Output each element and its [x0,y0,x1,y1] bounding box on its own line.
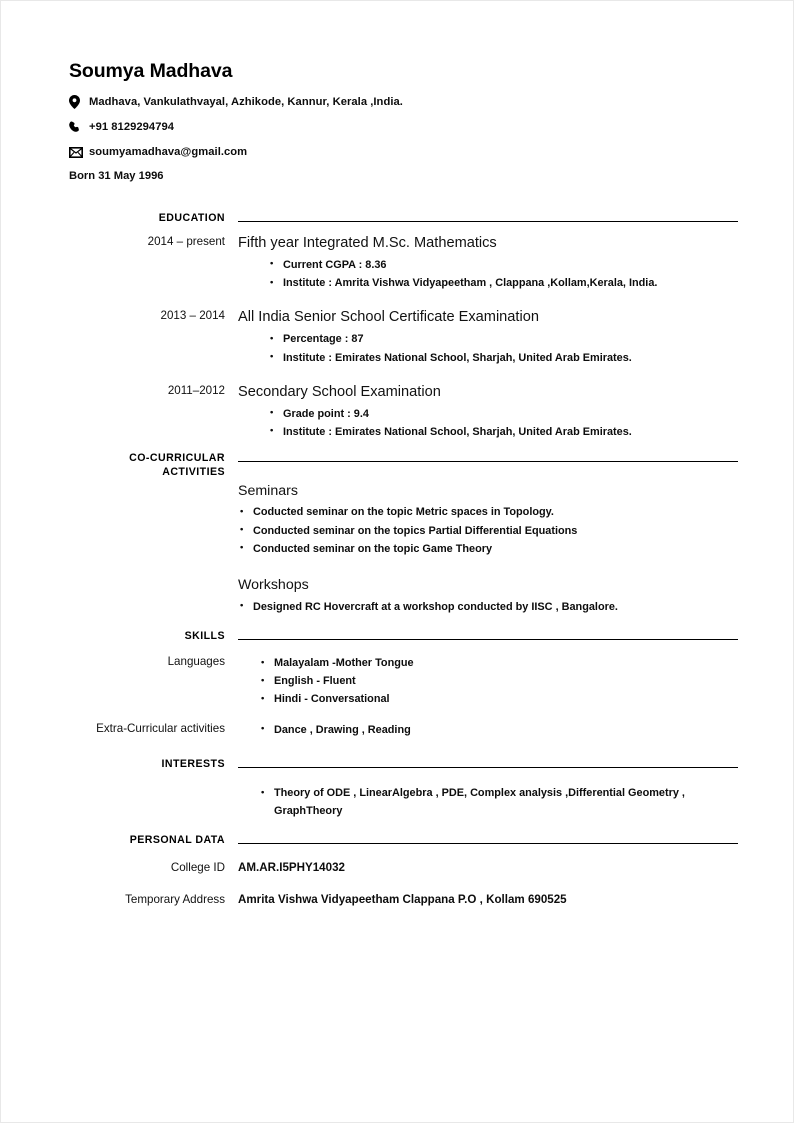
education-date: 2014 – present [147,235,225,248]
section-label-line2: ACTIVITIES [162,465,225,478]
interests-list [261,784,739,820]
education-entry [69,308,739,366]
resume-header [69,61,749,183]
section-skills [69,630,739,739]
section-rule [238,843,738,844]
contact-email [69,144,749,160]
section-label-education: EDUCATION [158,212,225,224]
education-entry-body [238,308,739,366]
education-entry [69,234,739,292]
section-rule [238,639,738,640]
section-rule [238,767,738,768]
interests-row [69,784,739,820]
education-entry [69,383,739,441]
personal-data-row [69,892,739,907]
section-label-cocurricular [0,452,225,480]
address-text: Madhava, Vankulathvayal, Azhikode, Kannur, Kerala ,India. [89,96,403,109]
education-title: All India Senior School Certificate Examination [238,309,539,326]
section-interests [69,758,739,820]
education-details [270,256,739,292]
section-cocurricular [69,452,739,616]
skills-row [69,721,739,739]
page-title: Soumya Madhava [69,60,233,82]
list-item: • Coducted seminar on the topic Metric spaces in Topology. [240,503,739,521]
skills-row-body [238,721,739,739]
skills-list [261,721,739,739]
section-label-personal-data: PERSONAL DATA [129,834,225,846]
section-personal-data [69,834,739,907]
section-education [69,212,739,441]
skills-row-label: Languages [167,655,225,668]
personal-data-label: Temporary Address [125,893,225,907]
phone-icon [69,121,89,134]
list-item: • Percentage : 87 [270,330,739,348]
list-item: • Institute : Amrita Vishwa Vidyapeetham , Clappana ,Kollam,Kerala, India. [270,274,739,292]
contact-phone [69,119,749,135]
personal-data-value: Amrita Vishwa Vidyapeetham Clappana P.O , Kollam 690525 [238,893,567,907]
education-entry-body [238,383,739,441]
cocurricular-group-body [238,482,739,558]
cocurricular-group [69,482,739,558]
education-title: Secondary School Examination [238,383,441,400]
list-item: • Institute : Emirates National School, Sharjah, United Arab Emirates. [270,349,739,367]
cocurricular-details [240,598,739,616]
list-item: • Conducted seminar on the topic Game Theory [240,540,739,558]
section-label-interests: INTERESTS [161,758,225,770]
list-item: • Conducted seminar on the topics Partial Differential Equations [240,522,739,540]
education-entry-body [238,234,739,292]
education-date: 2011–2012 [167,383,225,397]
list-item: • Hindi - Conversational [261,690,739,708]
personal-data-label: College ID [170,861,225,874]
section-rule [238,461,738,462]
location-pin-icon [69,95,89,109]
education-date: 2013 – 2014 [160,309,225,323]
education-title: Fifth year Integrated M.Sc. Mathematics [238,235,497,251]
section-rule [238,221,738,222]
skills-row-body [238,654,739,709]
cocurricular-subheading: Seminars [238,483,298,499]
list-item: • Designed RC Hovercraft at a workshop conducted by IISC , Bangalore. [240,598,739,616]
list-item: • Malayalam -Mother Tongue [261,654,739,672]
list-item: • Theory of ODE , LinearAlgebra , PDE, Complex analysis ,Differential Geometry , GraphTheory [261,784,739,820]
education-details [270,330,739,366]
contact-address [69,94,749,110]
birth-date: Born 31 May 1996 [69,170,164,183]
interests-row-body [238,784,739,820]
skills-row-label: Extra-Curricular activities [96,721,225,735]
personal-data-row [69,860,739,875]
section-label-line1: CO-CURRICULAR [129,452,225,464]
list-item: • English - Fluent [261,672,739,690]
phone-text: +91 8129294794 [89,121,175,134]
education-details [270,405,739,441]
email-text: soumyamadhava@gmail.com [89,146,248,159]
cocurricular-group-body [238,576,739,616]
skills-list [261,654,739,709]
list-item: • Dance , Drawing , Reading [261,721,739,739]
skills-row [69,654,739,709]
cocurricular-details [240,503,739,558]
list-item: • Current CGPA : 8.36 [270,256,739,274]
list-item: • Institute : Emirates National School, Sharjah, United Arab Emirates. [270,423,739,441]
envelope-icon [69,147,89,158]
cocurricular-group [69,576,739,616]
cocurricular-subheading: Workshops [238,577,309,594]
personal-data-value: AM.AR.I5PHY14032 [238,861,345,874]
list-item: • Grade point : 9.4 [270,405,739,423]
section-label-skills: SKILLS [184,630,225,642]
